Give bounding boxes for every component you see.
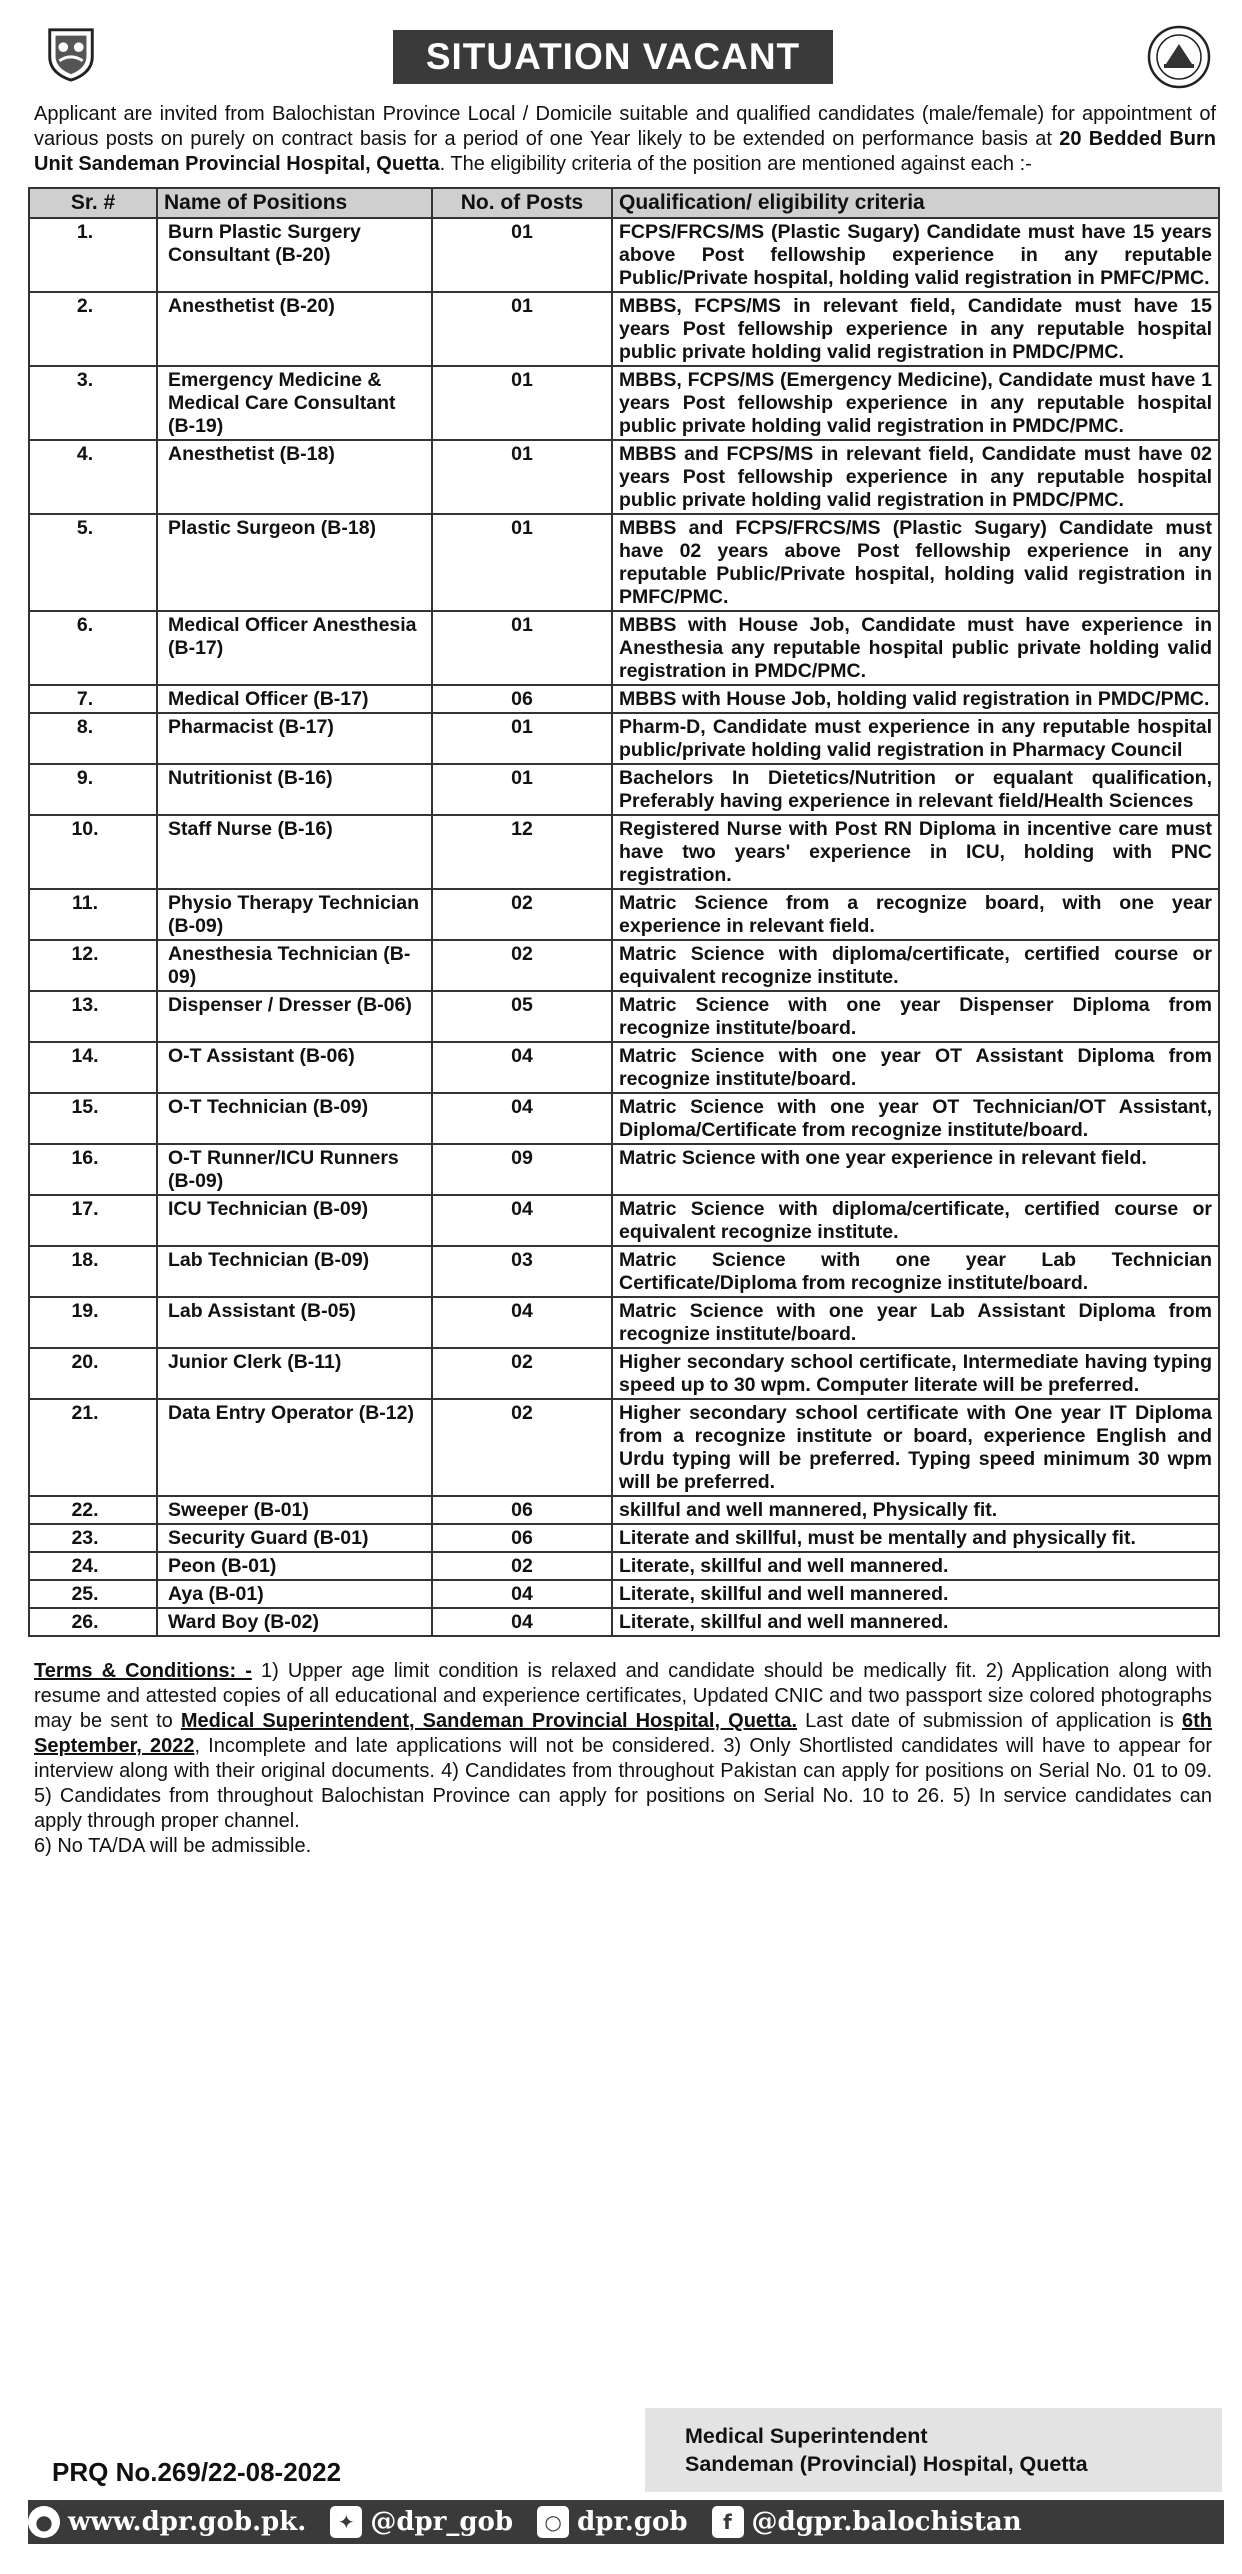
cell-qualification: FCPS/FRCS/MS (Plastic Sugary) Candidate must have 15 years above Post fellowship experience in any reputable Public/Private hospital, holding valid registration in PMFC/PMC. [612,218,1219,292]
cell-sr: 6. [29,611,157,685]
cell-post-count: 02 [432,1552,612,1580]
cell-qualification: Literate and skillful, must be mentally and physically fit. [612,1524,1219,1552]
table-row [29,991,1219,1042]
cell-sr: 18. [29,1246,157,1297]
table-row [29,292,1219,366]
table-row [29,1042,1219,1093]
table-row [29,1580,1219,1608]
cell-position-name: Lab Assistant (B-05) [157,1297,432,1348]
table-row [29,440,1219,514]
cell-qualification: Matric Science with one year experience in relevant field. [612,1144,1219,1195]
footer-facebook[interactable]: f @dgpr.balochistan [712,2506,1022,2538]
signatory-title: Medical Superintendent [685,2424,928,2448]
cell-qualification: MBBS and FCPS/MS in relevant field, Candidate must have 02 years Post fellowship experience in any reputable hospital public private holding valid registration in PMDC/PMC. [612,440,1219,514]
cell-post-count: 01 [432,366,612,440]
table-row [29,514,1219,611]
table-row [29,889,1219,940]
advertisement-page [28,18,1218,1859]
cell-sr: 9. [29,764,157,815]
cell-qualification: Matric Science with one year Dispenser Diploma from recognize institute/board. [612,991,1219,1042]
table-row [29,1496,1219,1524]
cell-sr: 22. [29,1496,157,1524]
cell-sr: 21. [29,1399,157,1496]
table-row [29,1348,1219,1399]
cell-sr: 8. [29,713,157,764]
cell-sr: 5. [29,514,157,611]
column-header-name: Name of Positions [157,188,432,218]
prq-number: PRQ No.269/22-08-2022 [52,2457,342,2487]
column-header-qualification: Qualification/ eligibility criteria [612,188,1219,218]
cell-post-count: 06 [432,1524,612,1552]
cell-position-name: Physio Therapy Technician (B-09) [157,889,432,940]
cell-qualification: Matric Science with one year Lab Technician Certificate/Diploma from recognize institute/board. [612,1246,1219,1297]
cell-post-count: 06 [432,1496,612,1524]
cell-post-count: 01 [432,440,612,514]
cell-post-count: 04 [432,1608,612,1636]
cell-post-count: 02 [432,1399,612,1496]
cell-sr: 13. [29,991,157,1042]
footer-instagram[interactable]: ○ dpr.gob [537,2506,687,2538]
table-row [29,1144,1219,1195]
cell-position-name: Dispenser / Dresser (B-06) [157,991,432,1042]
cell-position-name: Plastic Surgeon (B-18) [157,514,432,611]
cell-sr: 14. [29,1042,157,1093]
cell-position-name: ICU Technician (B-09) [157,1195,432,1246]
cell-qualification: Literate, skillful and well mannered. [612,1608,1219,1636]
table-row [29,1552,1219,1580]
header [28,18,1218,86]
terms-and-conditions: Terms & Conditions: - 1) Upper age limit condition is relaxed and candidate should be medically fit. 2) Application along with resume and attested copies of all educational and experience certificates, Updated CNIC and two passport size colored photographs may be sent to Medical Superintendent, Sandeman Provincial Hospital, Quetta. Last date of submission of application is 6th September, 2022, Incomplete and late applications will not be considered. 3) Only Shortlisted candidates will have to appear for interview along with their original documents. 4) Candidates from throughout Pakistan can apply for positions on Serial No. 01 to 09. 5) Candidates from throughout Balochistan Province can apply for positions on Serial No. 10 to 26. 5) In service candidates can apply through proper channel. 6) No TA/DA will be admissible. [34,1660,1213,1857]
cell-sr: 2. [29,292,157,366]
cell-position-name: Sweeper (B-01) [157,1496,432,1524]
cell-post-count: 01 [432,713,612,764]
cell-qualification: Registered Nurse with Post RN Diploma in incentive care must have two years' experience in ICU, holding with PNC registration. [612,815,1219,889]
cell-qualification: MBBS, FCPS/MS (Emergency Medicine), Candidate must have 1 years Post fellowship experience in any reputable hospital public private holding valid registration in PMDC/PMC. [612,366,1219,440]
table-row [29,764,1219,815]
cell-qualification: Higher secondary school certificate with One year IT Diploma from a recognize institute or board, experience English and Urdu typing will be preferred. Typing speed minimum 30 wpm will be preferred. [612,1399,1219,1496]
table-row [29,1195,1219,1246]
cell-qualification: Matric Science with diploma/certificate, certified course or equivalent recognize institute. [612,1195,1219,1246]
table-row [29,1399,1219,1496]
intro-paragraph: Applicant are invited from Balochistan Province Local / Domicile suitable and qualified candidates (male/female) for appointment of various posts on purely on contract basis for a period of one Year likely to be extended on performance basis at 20 Bedded Burn Unit Sandeman Provincial Hospital, Quetta. The eligibility criteria of the position are mentioned against each :- [34,103,1216,175]
table-row [29,685,1219,713]
cell-post-count: 04 [432,1297,612,1348]
cell-qualification: Matric Science from a recognize board, with one year experience in relevant field. [612,889,1219,940]
table-row [29,1608,1219,1636]
cell-post-count: 09 [432,1144,612,1195]
cell-sr: 11. [29,889,157,940]
page-title: SITUATION VACANT [393,30,833,84]
cell-post-count: 01 [432,611,612,685]
cell-position-name: Peon (B-01) [157,1552,432,1580]
cell-sr: 25. [29,1580,157,1608]
cell-post-count: 03 [432,1246,612,1297]
table-row [29,1246,1219,1297]
cell-position-name: Emergency Medicine & Medical Care Consultant (B-19) [157,366,432,440]
cell-position-name: Burn Plastic Surgery Consultant (B-20) [157,218,432,292]
cell-position-name: O-T Assistant (B-06) [157,1042,432,1093]
cell-position-name: O-T Technician (B-09) [157,1093,432,1144]
cell-post-count: 01 [432,514,612,611]
cell-post-count: 01 [432,764,612,815]
cell-position-name: Anesthetist (B-20) [157,292,432,366]
signatory-institution: Sandeman (Provincial) Hospital, Quetta [685,2452,1088,2476]
signature-block [645,2408,1222,2492]
globe-icon: ● [28,2506,60,2538]
cell-sr: 7. [29,685,157,713]
cell-sr: 10. [29,815,157,889]
cell-post-count: 01 [432,218,612,292]
positions-table [28,187,1220,1637]
cell-sr: 15. [29,1093,157,1144]
cell-qualification: skillful and well mannered, Physically fit. [612,1496,1219,1524]
cell-sr: 1. [29,218,157,292]
cell-qualification: Matric Science with one year OT Technician/OT Assistant, Diploma/Certificate from recognize institute/board. [612,1093,1219,1144]
footer-bar [28,2500,1224,2544]
cell-post-count: 01 [432,292,612,366]
cell-qualification: Higher secondary school certificate, Intermediate having typing speed up to 30 wpm. Computer literate will be preferred. [612,1348,1219,1399]
cell-post-count: 06 [432,685,612,713]
cell-post-count: 02 [432,1348,612,1399]
cell-post-count: 02 [432,940,612,991]
cell-qualification: Bachelors In Dietetics/Nutrition or equalant qualification, Preferably having experience in relevant field/Health Sciences [612,764,1219,815]
cell-qualification: Matric Science with one year Lab Assistant Diploma from recognize institute/board. [612,1297,1219,1348]
cell-position-name: Ward Boy (B-02) [157,1608,432,1636]
instagram-icon: ○ [537,2506,569,2538]
cell-post-count: 05 [432,991,612,1042]
cell-sr: 17. [29,1195,157,1246]
cell-sr: 20. [29,1348,157,1399]
cell-post-count: 04 [432,1195,612,1246]
table-row [29,1524,1219,1552]
twitter-icon: ✦ [330,2506,362,2538]
footer-twitter[interactable]: ✦ @dpr_gob [330,2506,513,2538]
cell-qualification: MBBS with House Job, holding valid registration in PMDC/PMC. [612,685,1219,713]
facebook-icon: f [712,2506,744,2538]
cell-post-count: 04 [432,1093,612,1144]
cell-qualification: MBBS, FCPS/MS in relevant field, Candidate must have 15 years Post fellowship experience in any reputable hospital public private holding valid registration in PMDC/PMC. [612,292,1219,366]
cell-position-name: O-T Runner/ICU Runners (B-09) [157,1144,432,1195]
cell-position-name: Aya (B-01) [157,1580,432,1608]
hospital-seal-icon [1146,24,1212,90]
table-row [29,218,1219,292]
cell-position-name: Pharmacist (B-17) [157,713,432,764]
cell-qualification: Matric Science with diploma/certificate, certified course or equivalent recognize institute. [612,940,1219,991]
cell-post-count: 12 [432,815,612,889]
cell-sr: 24. [29,1552,157,1580]
cell-sr: 3. [29,366,157,440]
cell-position-name: Staff Nurse (B-16) [157,815,432,889]
cell-position-name: Medical Officer (B-17) [157,685,432,713]
cell-post-count: 04 [432,1042,612,1093]
cell-position-name: Data Entry Operator (B-12) [157,1399,432,1496]
cell-post-count: 02 [432,889,612,940]
cell-sr: 4. [29,440,157,514]
cell-position-name: Lab Technician (B-09) [157,1246,432,1297]
cell-position-name: Nutritionist (B-16) [157,764,432,815]
cell-position-name: Medical Officer Anesthesia (B-17) [157,611,432,685]
cell-qualification: Literate, skillful and well mannered. [612,1552,1219,1580]
cell-sr: 26. [29,1608,157,1636]
cell-sr: 16. [29,1144,157,1195]
cell-position-name: Anesthetist (B-18) [157,440,432,514]
column-header-posts: No. of Posts [432,188,612,218]
cell-sr: 23. [29,1524,157,1552]
table-row [29,1297,1219,1348]
cell-qualification: Pharm-D, Candidate must experience in any reputable hospital public/private holding valid registration in Pharmacy Council [612,713,1219,764]
cell-position-name: Security Guard (B-01) [157,1524,432,1552]
table-row [29,611,1219,685]
cell-qualification: MBBS with House Job, Candidate must have experience in Anesthesia any reputable hospital public private holding valid registration in PMDC/PMC. [612,611,1219,685]
table-row [29,366,1219,440]
cell-post-count: 04 [432,1580,612,1608]
footer-website[interactable]: ● www.dpr.gob.pk. [28,2506,306,2538]
cell-sr: 19. [29,1297,157,1348]
column-header-sr: Sr. # [29,188,157,218]
table-row [29,1093,1219,1144]
table-row [29,940,1219,991]
table-row [29,713,1219,764]
table-header-row [29,188,1219,218]
government-emblem-icon [42,24,100,82]
cell-position-name: Anesthesia Technician (B-09) [157,940,432,991]
cell-position-name: Junior Clerk (B-11) [157,1348,432,1399]
cell-qualification: MBBS and FCPS/FRCS/MS (Plastic Sugary) Candidate must have 02 years above Post fellowship experience in any reputable Public/Private hospital, holding valid registration in PMFC/PMC. [612,514,1219,611]
cell-sr: 12. [29,940,157,991]
cell-qualification: Literate, skillful and well mannered. [612,1580,1219,1608]
table-row [29,815,1219,889]
cell-qualification: Matric Science with one year OT Assistant Diploma from recognize institute/board. [612,1042,1219,1093]
